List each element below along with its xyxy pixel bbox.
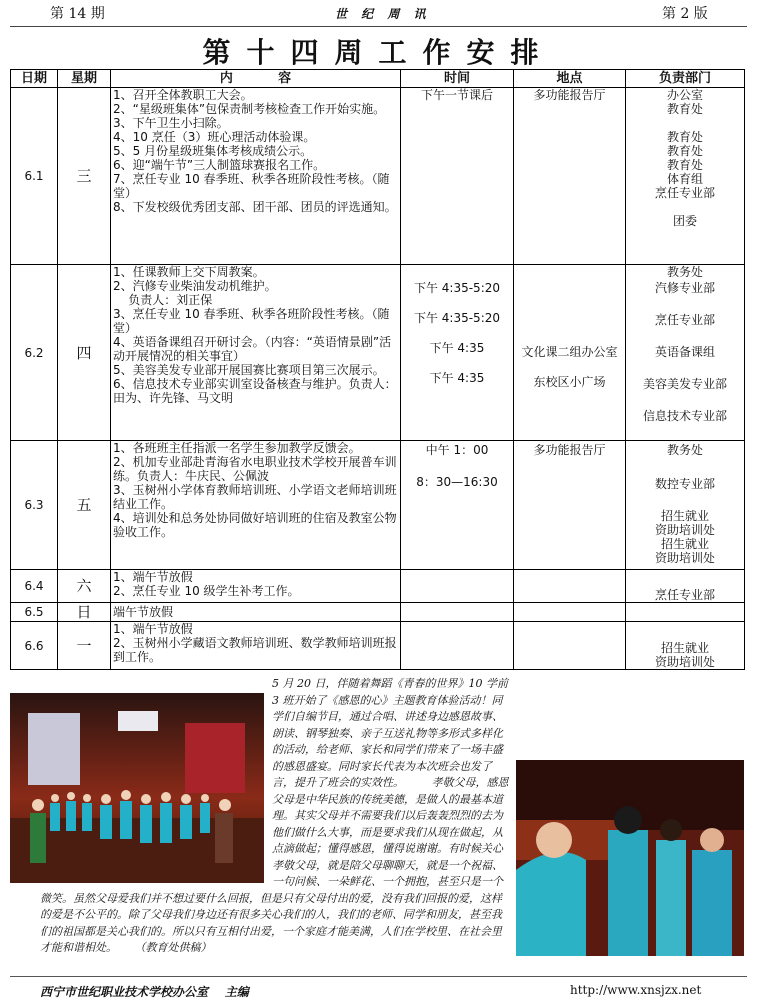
- content-line: 6、迎“端午节”三人制篮球赛报名工作。: [113, 158, 326, 172]
- dept-line: 教育处: [666, 130, 703, 144]
- dept-line: 资助培训处: [654, 523, 715, 537]
- row-weekday: 日: [58, 603, 111, 622]
- table-row: [11, 622, 745, 670]
- photo-spacer-right: [510, 760, 744, 956]
- row-weekday: 五: [58, 441, 111, 570]
- content-line: 5、5 月份星级班集体考核成绩公示。: [113, 144, 313, 158]
- row-content: [111, 570, 401, 603]
- row-weekday: 四: [58, 265, 111, 441]
- table-header-row: [11, 70, 745, 88]
- dept-line: 招生就业: [660, 537, 709, 551]
- schedule-table: [10, 69, 745, 670]
- row-place: [514, 622, 626, 670]
- row-place: [514, 603, 626, 622]
- col-header-weekday: 星期: [58, 70, 111, 88]
- row-date: 6.3: [11, 441, 58, 570]
- place-line: 多功能报告厅: [533, 443, 606, 457]
- dept-line: 体育组: [666, 172, 703, 186]
- time-line: 下午 4:35: [429, 371, 485, 385]
- content-line: 1、各班班主任指派一名学生参加教学反馈会。: [113, 441, 361, 455]
- row-place: [514, 265, 626, 441]
- row-content: [111, 622, 401, 670]
- time-line: 下午一节课后: [420, 88, 493, 102]
- content-line: 端午节放假: [113, 605, 174, 619]
- content-line: 2、机加专业部赴青海省水电职业技术学校开展普车训练。负责人：牛庆民、公佩波: [113, 455, 397, 483]
- row-weekday: 三: [58, 88, 111, 265]
- col-header-date: 日期: [11, 70, 58, 88]
- content-line: 4、培训处和总务处协同做好培训班的住宿及教室公物验收工作。: [113, 511, 397, 539]
- content-line: 2、汽修专业柴油发动机维护。: [113, 279, 277, 293]
- content-line: 4、10 烹任（3）班心理活动体验课。: [113, 130, 316, 144]
- dept-line: 美容美发专业部: [642, 377, 727, 391]
- header-divider: [10, 26, 747, 27]
- col-header-dept: 负责部门: [626, 70, 745, 88]
- row-weekday: 一: [58, 622, 111, 670]
- article-source: （教育处供稿）: [134, 941, 212, 954]
- dept-line: 教育处: [666, 158, 703, 172]
- row-dept: [626, 603, 745, 622]
- content-line: 1、任课教师上交下周教案。: [113, 265, 265, 279]
- content-line: 4、英语备课组召开研讨会。（内容：“英语情景剧”活动开展情况的相关事宜）: [113, 335, 392, 363]
- row-dept: [626, 622, 745, 670]
- table-row: [11, 88, 745, 265]
- content-line: 7、烹任专业 10 春季班、秋季各班阶段性考核。（随堂）: [113, 172, 390, 200]
- row-time: [401, 441, 514, 570]
- content-line: 3、下午卫生小扫除。: [113, 116, 229, 130]
- dept-line: 教育处: [666, 102, 703, 116]
- row-place: [514, 570, 626, 603]
- header-page: 第 2 版: [662, 6, 708, 22]
- content-line: 1、端午节放假: [113, 570, 193, 584]
- place-line: 文化课二组办公室: [521, 345, 618, 359]
- dept-line: 教育处: [666, 144, 703, 158]
- row-date: 6.6: [11, 622, 58, 670]
- place-line: 东校区小广场: [533, 375, 606, 389]
- row-content: [111, 603, 401, 622]
- content-line: 1、召开全体教职工大会。: [113, 88, 253, 102]
- header-issue: 第 14 期: [50, 6, 105, 22]
- row-content: [111, 441, 401, 570]
- row-date: 6.4: [11, 570, 58, 603]
- row-time: [401, 88, 514, 265]
- dept-line: 教务处: [666, 265, 703, 279]
- row-place: [514, 441, 626, 570]
- dept-line: 团委: [672, 214, 697, 228]
- dept-line: 烹任专业部: [654, 313, 715, 327]
- row-dept: [626, 570, 745, 603]
- dept-line: 烹任专业部: [654, 186, 715, 200]
- table-row: [11, 570, 745, 603]
- dept-line: 信息技术专业部: [642, 409, 727, 423]
- content-line: 2、玉树州小学藏语文教师培训班、数学教师培训班报到工作。: [113, 636, 397, 664]
- place-line: 多功能报告厅: [533, 88, 606, 102]
- row-dept: [626, 441, 745, 570]
- article-paragraph-1: 5 月 20 日，伴随着舞蹈《青春的世界》10 学前 3 班开始了《感恩的心》主题教育体验活动！同学们自编节目，通过合唱、讲述身边感恩故事、朗读、钢琴独奏、亲子互送礼物等多形式多样化的活动，给老师、家长和同学们带来了一场丰盛的感恩盛宴。同时家长代表为本次班会也发了言，提升了班会的实效性。: [272, 677, 508, 789]
- content-line: 1、端午节放假: [113, 622, 193, 636]
- row-dept: [626, 265, 745, 441]
- col-header-time: 时间: [401, 70, 514, 88]
- header-paper-name: 世 纪 周 讯: [335, 7, 431, 21]
- dept-line: 招生就业: [660, 509, 709, 523]
- time-line: 下午 4:35-5:20: [413, 281, 501, 295]
- dept-line: [628, 200, 742, 214]
- dept-line: 英语备课组: [654, 345, 715, 359]
- content-line: 3、烹任专业 10 春季班、秋季各班阶段性考核。（随堂）: [113, 307, 390, 335]
- row-content: [111, 265, 401, 441]
- dept-line: 数控专业部: [654, 477, 715, 491]
- time-line: 8：30—16:30: [416, 475, 498, 489]
- footer-publisher: 西宁市世纪职业技术学校办公室 主编: [40, 985, 249, 999]
- time-line: 中午 1：00: [425, 443, 489, 457]
- row-place: [514, 88, 626, 265]
- dept-line: 资助培训处: [654, 551, 715, 565]
- dept-line: 汽修专业部: [654, 281, 715, 295]
- row-time: [401, 265, 514, 441]
- time-line: 下午 4:35: [429, 341, 485, 355]
- row-time: [401, 603, 514, 622]
- content-line: 3、玉树州小学体育教师培训班、小学语文老师培训班结业工作。: [113, 483, 397, 511]
- row-date: 6.2: [11, 265, 58, 441]
- col-header-place: 地点: [514, 70, 626, 88]
- footer-divider: [10, 976, 747, 977]
- row-content: [111, 88, 401, 265]
- page-title: 第十四周工作安排: [202, 36, 555, 69]
- table-row: [11, 265, 745, 441]
- content-line: 2、烹任专业 10 级学生补考工作。: [113, 584, 300, 598]
- photo-spacer-left: [40, 676, 272, 890]
- dept-line: 烹任专业部: [654, 588, 715, 602]
- dept-line: 资助培训处: [654, 655, 715, 669]
- time-line: 下午 4:35-5:20: [413, 311, 501, 325]
- dept-line: 教务处: [666, 443, 703, 457]
- dept-line: [628, 116, 742, 130]
- row-dept: [626, 88, 745, 265]
- row-date: 6.5: [11, 603, 58, 622]
- content-line: 2、“星级班集体”包保责制考核检查工作开始实施。: [113, 102, 386, 116]
- row-weekday: 六: [58, 570, 111, 603]
- article-paragraph-2: 孝敬父母，感恩父母是中华民族的传统美德，是做人的最基本道理。其实父母并不需要我们以后轰轰烈烈的去为他们做什么大事，而是要求我们从现在做起，从点滴做起；懂得感恩，懂得说谢谢。有时候关心孝敬父母，就是陪父母聊聊天，就是一个祝福、一句问候、一朵鲜花、一个拥抱，甚至只是一个微笑。虽然父母爱我们并不想过要什么回报，但是只有父母付出的爱，没有我们回报的爱，这样的爱是不公平的。除了父母我们身边还有很多关心我们的人，我们的老师、同学和朋友，甚至我们的祖国都是关心我们的。所以只有互相付出爱，一个家庭才能美满，人们在学校里、在社会里才能和谐相处。: [40, 776, 509, 954]
- row-time: [401, 622, 514, 670]
- photo-spacer-right-top: [510, 676, 744, 760]
- row-date: 6.1: [11, 88, 58, 265]
- dept-line: 办公室: [666, 88, 703, 102]
- col-header-content: 内 容: [111, 70, 401, 88]
- table-row: [11, 603, 745, 622]
- article-text: [40, 676, 744, 966]
- dept-line: 招生就业: [660, 641, 709, 655]
- content-line: 8、下发校级优秀团支部、团干部、团员的评选通知。: [113, 200, 397, 214]
- content-line: 负责人：刘正保: [113, 293, 213, 307]
- content-line: 6、信息技术专业部实训室设备核查与维护。负责人：田为、许先锋、马文明: [113, 377, 397, 405]
- table-row: [11, 441, 745, 570]
- footer-website-link[interactable]: http://www.xnsjzx.net: [570, 983, 702, 997]
- content-line: 5、美容美发专业部开展国赛比赛项目第三次展示。: [113, 363, 385, 377]
- row-time: [401, 570, 514, 603]
